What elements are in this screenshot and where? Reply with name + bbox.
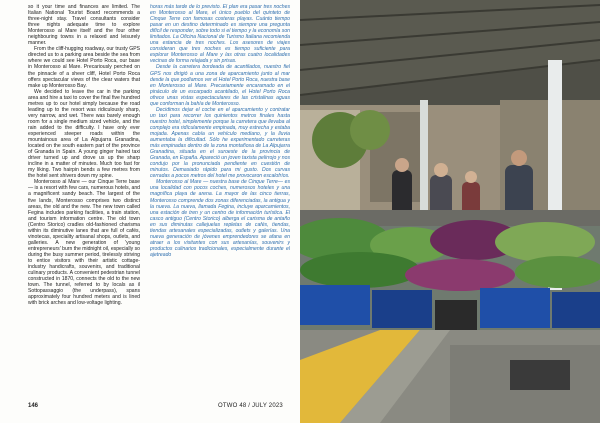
page-number: 146 bbox=[28, 403, 39, 409]
spanish-paragraph: Desde la carretera bordeada de acantilados, nuestro fiel GPS nos dirigió a una zona de aparcamiento junto al mar desde la que podíamos ver el Hotel Porto Roca, nuestra base en Monterosso al Mare. Precariamente encaramado en el pináculo de un escarpado acantilado, el Hotel Porto Roca ofrece unas vistas espectaculares de las cristalinas aguas que conforman la bahía de Monterosso. bbox=[150, 64, 290, 107]
issue-label: OTWO 48 / JULY 2023 bbox=[218, 403, 283, 409]
english-paragraph: From the cliff-hugging roadway, our trusty GPS directed us to a parking area beside the sea from where we could see Hotel Porto Roca, our base in Monterosso al Mare. Precariously perched on the pinnacle of a sheer cliff, Hotel Porto Roca offers spectacular views of the clear waters that make up Monterosso Bay. bbox=[28, 46, 140, 89]
english-paragraph: so it your time and finances are limited. The Italian National Tourist Board recommends a three-night stay. Travel consultants consider three nights adequate time to explore Monterosso al Mare itself and the four other neighbouring towns in a relaxed and leisurely manner. bbox=[28, 4, 140, 47]
market-photo bbox=[300, 0, 600, 423]
english-paragraph: We decided to leave the car in the parking area and hire a taxi to cover the final five hundred metres up to our hotel simply because the road leading up to the resort was ridiculously sharp, very narrow, and wet. There was barely enough room for a single medium sized vehicle, and the rain added to the difficulty. I have only ever experienced steeper roads within the mountainous area of La Alpujarra Granadina, located on the south eastern part of the province of Granada in Spain. A young ginger haired taxi driver turned up and drove us up the sharp incline in a matter of minutes. Much too fast for my liking. Two hairpin bends a few metres from the hotel sent shivers down my spine. bbox=[28, 88, 140, 180]
spanish-paragraph: Monterosso al Mare — nuestra base de Cinque Terre— es una localidad con pocos coches, numerosos hoteles y una magnífica playa de arena. La mayor de las cinco tierras, Monterosso comprende dos zonas diferenciadas, la antigua y la nueva. La nueva, llamada Fegina, incluye aparcamientos, una estación de tren y un centro de información turística. El casco antiguo (Centro Storico) alberga el carisma de antaño en sus diminutas callejuelas repletas de cafés, tiendas, tiendas artesanales especializadas, outlets y galerías. Una nueva generación de jóvenes emprendedores se afana en atraer a los visitantes con sus artesanías, souvenirs y productos culinarios tradicionales, especialmente durante el ajetreado bbox=[150, 179, 290, 258]
crates bbox=[300, 285, 600, 330]
spanish-paragraph: Decidimos dejar el coche en el aparcamiento y contratar un taxi para recorrer los quinientos metros finales hasta nuestro hotel, simplemente porque la carretera que llevaba al complejo era ridículamente empinada, muy estrecha y estaba mojada. Apenas cabía un vehículo mediano, y la lluvia aumentaba la dificultad. Sólo he experimentado carreteras más empinadas dentro de la zona montañosa de La Alpujarra Granadina, situada en el suroeste de la provincia de Granada, en España. Apareció un joven taxista pelirrojo y nos condujo por la pronunciada pendiente en cuestión de minutos. Demasiado rápido para mi gusto. Dos curvas cerradas a pocos metros del hotel me provocaron escalofríos. bbox=[150, 106, 290, 180]
spanish-paragraph: horas más tarde de lo previsto. El plan era pasar tres noches en Monterosso al Mare, el único pueblo del quinteto de Cinque Terre con famosas costeras playas. Cuánto tiempo pasar en un destino determinado es siempre una pregunta difícil de responder, sobre todo si el tiempo y la economía son limitados. La Oficina Nacional de Turismo Italiana recomienda una estancia de tres noches. Los asesores de viajes consideran que tres noches es tiempo suficiente para explorar Monterosso al Mare y las otras cuatro localidades vecinas de forma relajada y sin prisas. bbox=[150, 4, 290, 65]
english-paragraph: Monterosso al Mare — our Cinque Terre base— is a resort with few cars, numerous hotels, and a magnificent sandy beach. The largest of the five lands, Monterosso comprises two distinct areas, the old and the new. The new town called Fegina includes parking facilities, a train station, and tourism information centre. The old town (Centro Storico) cradles old-fashioned charisma within its diminutive lanes that are full of cafés, vinotecas, speciality artisanal shops, outlets, and galleries. A new generation of 'young entrepreneurs' burn the midnight oil, especially so during the busy summer period, tirelessly striving to entice visitors with their artistic cottage-industry handicrafts, souvenirs, and traditional culinary products. A convenient pedestrian tunnel constructed in 1870, connects the old to the new town. The tunnel, referred to by locals as il Sottopassaggio (the underpass), spans approximately four hundred meters and is lined with brick arches and low-voltage lighting. bbox=[28, 179, 140, 307]
spanish-text-column bbox=[150, 4, 290, 390]
english-text-column bbox=[28, 4, 140, 390]
market-photo-illustration bbox=[300, 0, 600, 423]
produce bbox=[300, 218, 600, 291]
